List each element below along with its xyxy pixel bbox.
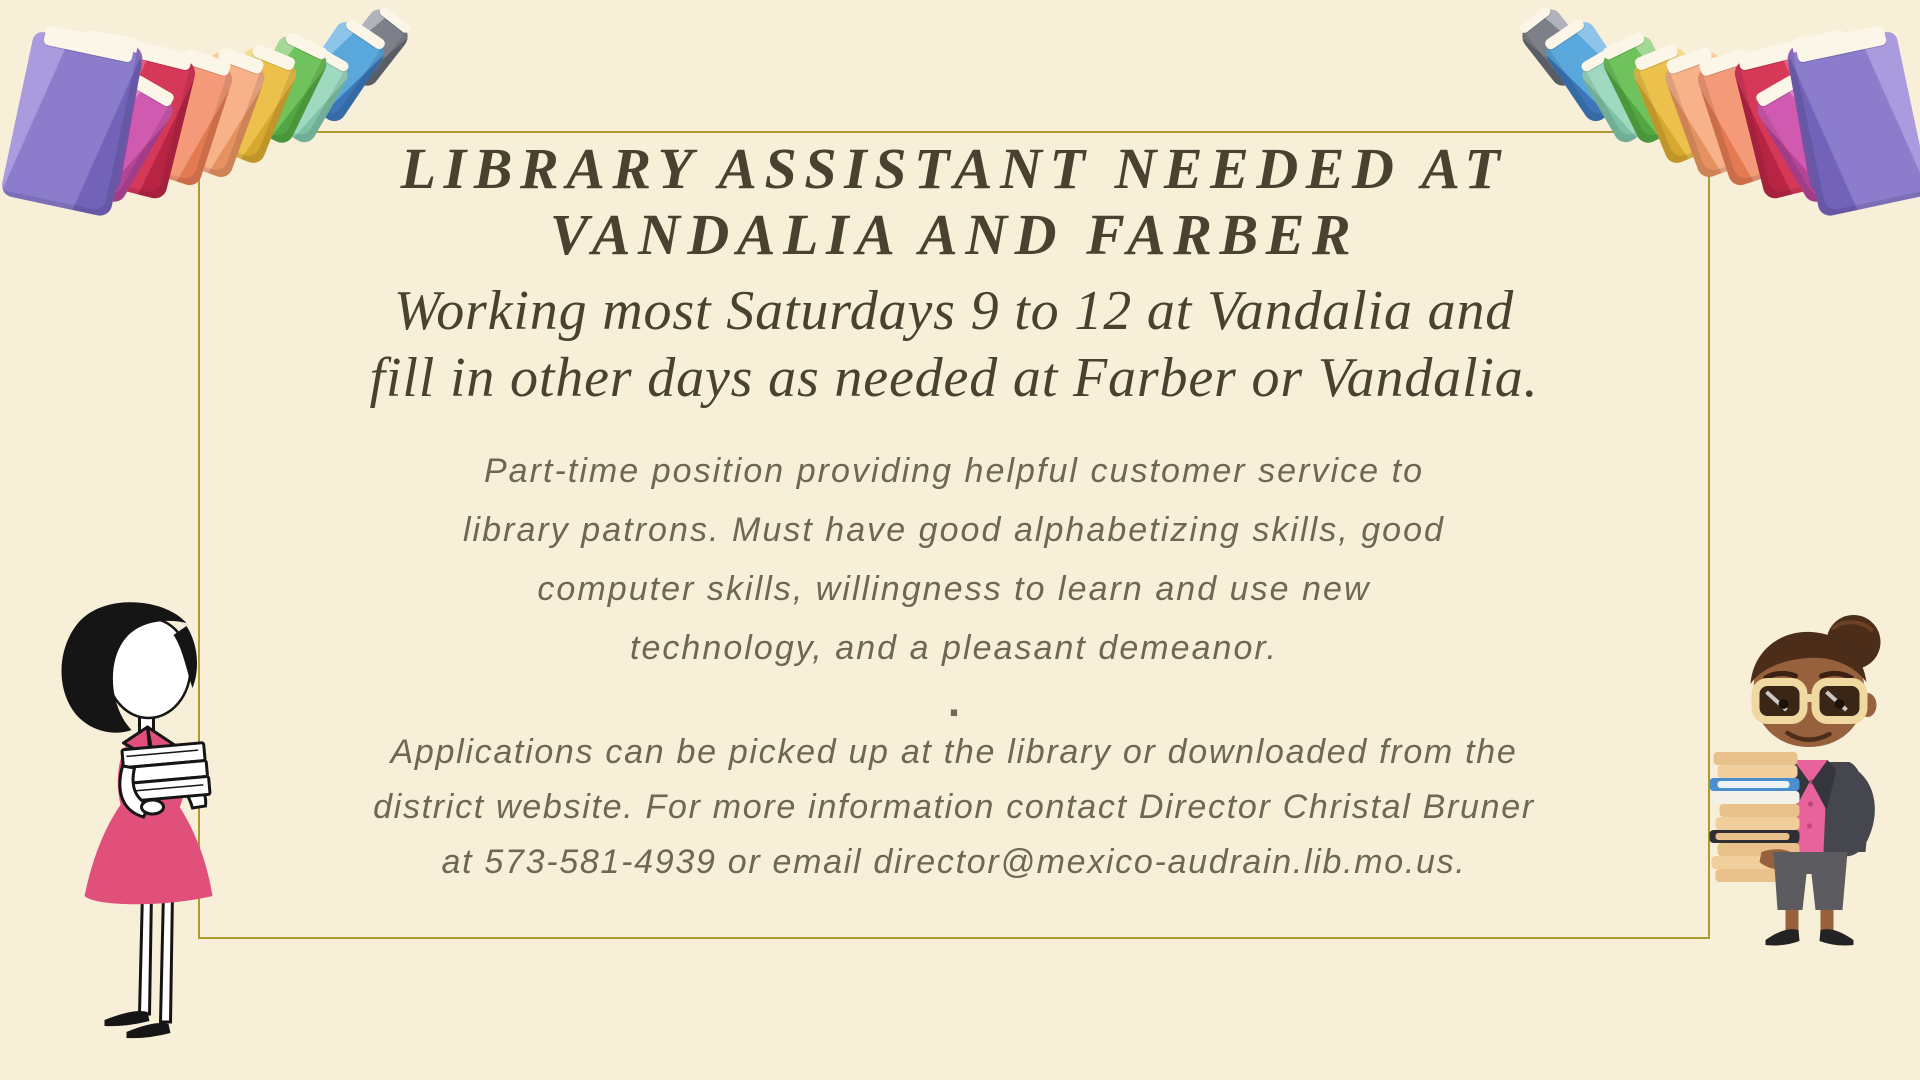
application-info bbox=[198, 725, 1710, 890]
schedule-subtitle bbox=[138, 278, 1770, 412]
application-line-1: Applications can be picked up at the library or downloaded from the bbox=[390, 733, 1518, 771]
description-line-2: library patrons. Must have good alphabetizing skills, good bbox=[462, 511, 1446, 549]
librarian-with-book-stack-illustration bbox=[1700, 612, 1912, 952]
position-description bbox=[198, 442, 1710, 678]
schedule-line-1: Working most Saturdays 9 to 12 at Vandalia and bbox=[393, 280, 1515, 342]
title-line-1: LIBRARY ASSISTANT NEEDED AT bbox=[400, 136, 1508, 201]
page-title bbox=[198, 136, 1710, 268]
description-line-4: technology, and a pleasant demeanor. bbox=[629, 629, 1279, 667]
separator-dot: . bbox=[947, 677, 961, 726]
schedule-line-2: fill in other days as needed at Farber or Vandalia. bbox=[369, 347, 1539, 409]
application-line-2: district website. For more information contact Director Christal Bruner bbox=[373, 788, 1535, 826]
description-line-3: computer skills, willingness to learn and use new bbox=[537, 570, 1371, 608]
description-line-1: Part-time position providing helpful customer service to bbox=[483, 452, 1425, 490]
title-line-2: VANDALIA AND FARBER bbox=[549, 202, 1359, 267]
application-line-3: at 573-581-4939 or email director@mexico-audrain.lib.mo.us. bbox=[441, 843, 1467, 881]
